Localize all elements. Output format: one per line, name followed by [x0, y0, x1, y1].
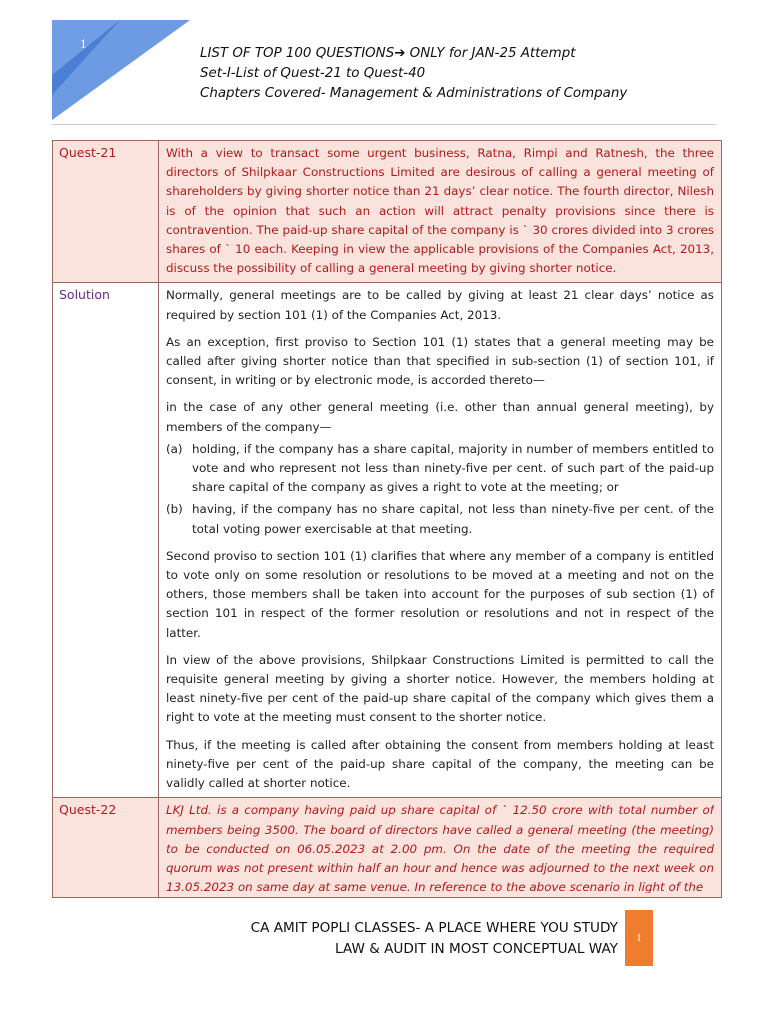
question-21-text: With a view to transact some urgent business, Ratna, Rimpi and Ratnesh, the three directors of Shilpkaar Constructions Limited are desirous of calling a general meeting of shareholders by giving shorter notice than 21 days’ clear notice. The fourth director, Nilesh is of the opinion that such an action will attract penalty provisions since there is contravention. The paid-up share capital of the company is ` 30 crores divided into 3 crores shares of ` 10 each. Keeping in view the applicable provisions of the Companies Act, 2013, discuss the possibility of calling a general meeting by giving shorter notice. — [159, 141, 722, 283]
header-chapters: Chapters Covered- Management & Administrations of Company — [200, 86, 628, 101]
footer-line-2: LAW & AUDIT IN MOST CONCEPTUAL WAY — [335, 941, 618, 957]
question-21-row — [53, 141, 722, 283]
solution-list-item-a — [166, 440, 714, 498]
solution-row — [53, 283, 722, 798]
corner-ribbon — [0, 0, 200, 130]
solution-paragraph-3: in the case of any other general meeting (i.e. other than annual general meeting), by members of the company— — [166, 400, 714, 434]
header-title: LIST OF TOP 100 QUESTIONS➔ ONLY for JAN-25 Attempt — [200, 46, 576, 61]
solution-paragraph-6: Thus, if the meeting is called after obtaining the consent from members holding at least ninety-five per cent of the paid-up share capital of the company, the meeting can be validly called at shorter notice. — [166, 737, 714, 791]
list-text-b: having, if the company has no share capital, not less than ninety-five per cent. of the total voting power exercisable at that meeting. — [192, 502, 714, 536]
page-header — [200, 44, 627, 104]
question-22-text: LKJ Ltd. is a company having paid up share capital of ` 12.50 crore with total number of members being 3500. The board of directors have called a general meeting (the meeting) to be conducted on 06.05.2023 at 2.00 pm. On the date of the meeting the required quorum was not present within half an hour and hence was adjourned to the next week on 13.05.2023 on same day at same venue. In reference to the above scenario in light of the — [166, 803, 714, 894]
list-marker-b: (b) — [166, 502, 183, 517]
solution-paragraph-2: As an exception, first proviso to Section 101 (1) states that a general meeting may be called after giving shorter notice than that specified in sub-section (1) of section 101, if consent, in writing or by electronic mode, is accorded thereto— — [166, 334, 714, 388]
list-marker-a: (a) — [166, 441, 183, 456]
solution-body — [159, 283, 722, 798]
question-22-cell — [159, 798, 722, 898]
solution-paragraph-5: In view of the above provisions, Shilpkaar Constructions Limited is permitted to call the requisite general meeting by giving a shorter notice. However, the members holding at least ninety-five per cent of the paid-up share capital of the company which gives them a right to vote at the meeting must consent to the shorter notice. — [166, 652, 714, 725]
question-22-row — [53, 798, 722, 898]
solution-list-item-b — [166, 500, 714, 538]
header-divider — [52, 124, 716, 125]
question-table — [52, 140, 722, 898]
solution-paragraph-1: Normally, general meetings are to be called by giving at least 21 clear days’ notice as required by section 101 (1) of the Companies Act, 2013. — [166, 288, 714, 322]
header-set: Set-I-List of Quest-21 to Quest-40 — [200, 66, 426, 81]
question-22-label: Quest-22 — [53, 798, 159, 898]
list-text-a: holding, if the company has a share capital, majority in number of members entitled to vote and who represent not less than ninety-five per cent. of such part of the paid-up share capital of the company as gives a right to vote at the meeting; or — [192, 441, 714, 495]
solution-paragraph-4: Second proviso to section 101 (1) clarifies that where any member of a company is entitled to vote only on some resolution or resolutions to be moved at a meeting and not on the others, those members shall be taken into account for the purposes of sub section (1) of section 101 in respect of the former resolution or resolutions and not in respect of the latter. — [166, 548, 714, 640]
footer-line-1: CA AMIT POPLI CLASSES- A PLACE WHERE YOU STUDY — [250, 920, 618, 936]
footer-tagline — [251, 918, 618, 960]
footer-page-number: 1 — [625, 910, 653, 966]
corner-page-number: 1 — [80, 36, 87, 51]
question-21-label: Quest-21 — [53, 141, 159, 283]
solution-label: Solution — [53, 283, 159, 798]
